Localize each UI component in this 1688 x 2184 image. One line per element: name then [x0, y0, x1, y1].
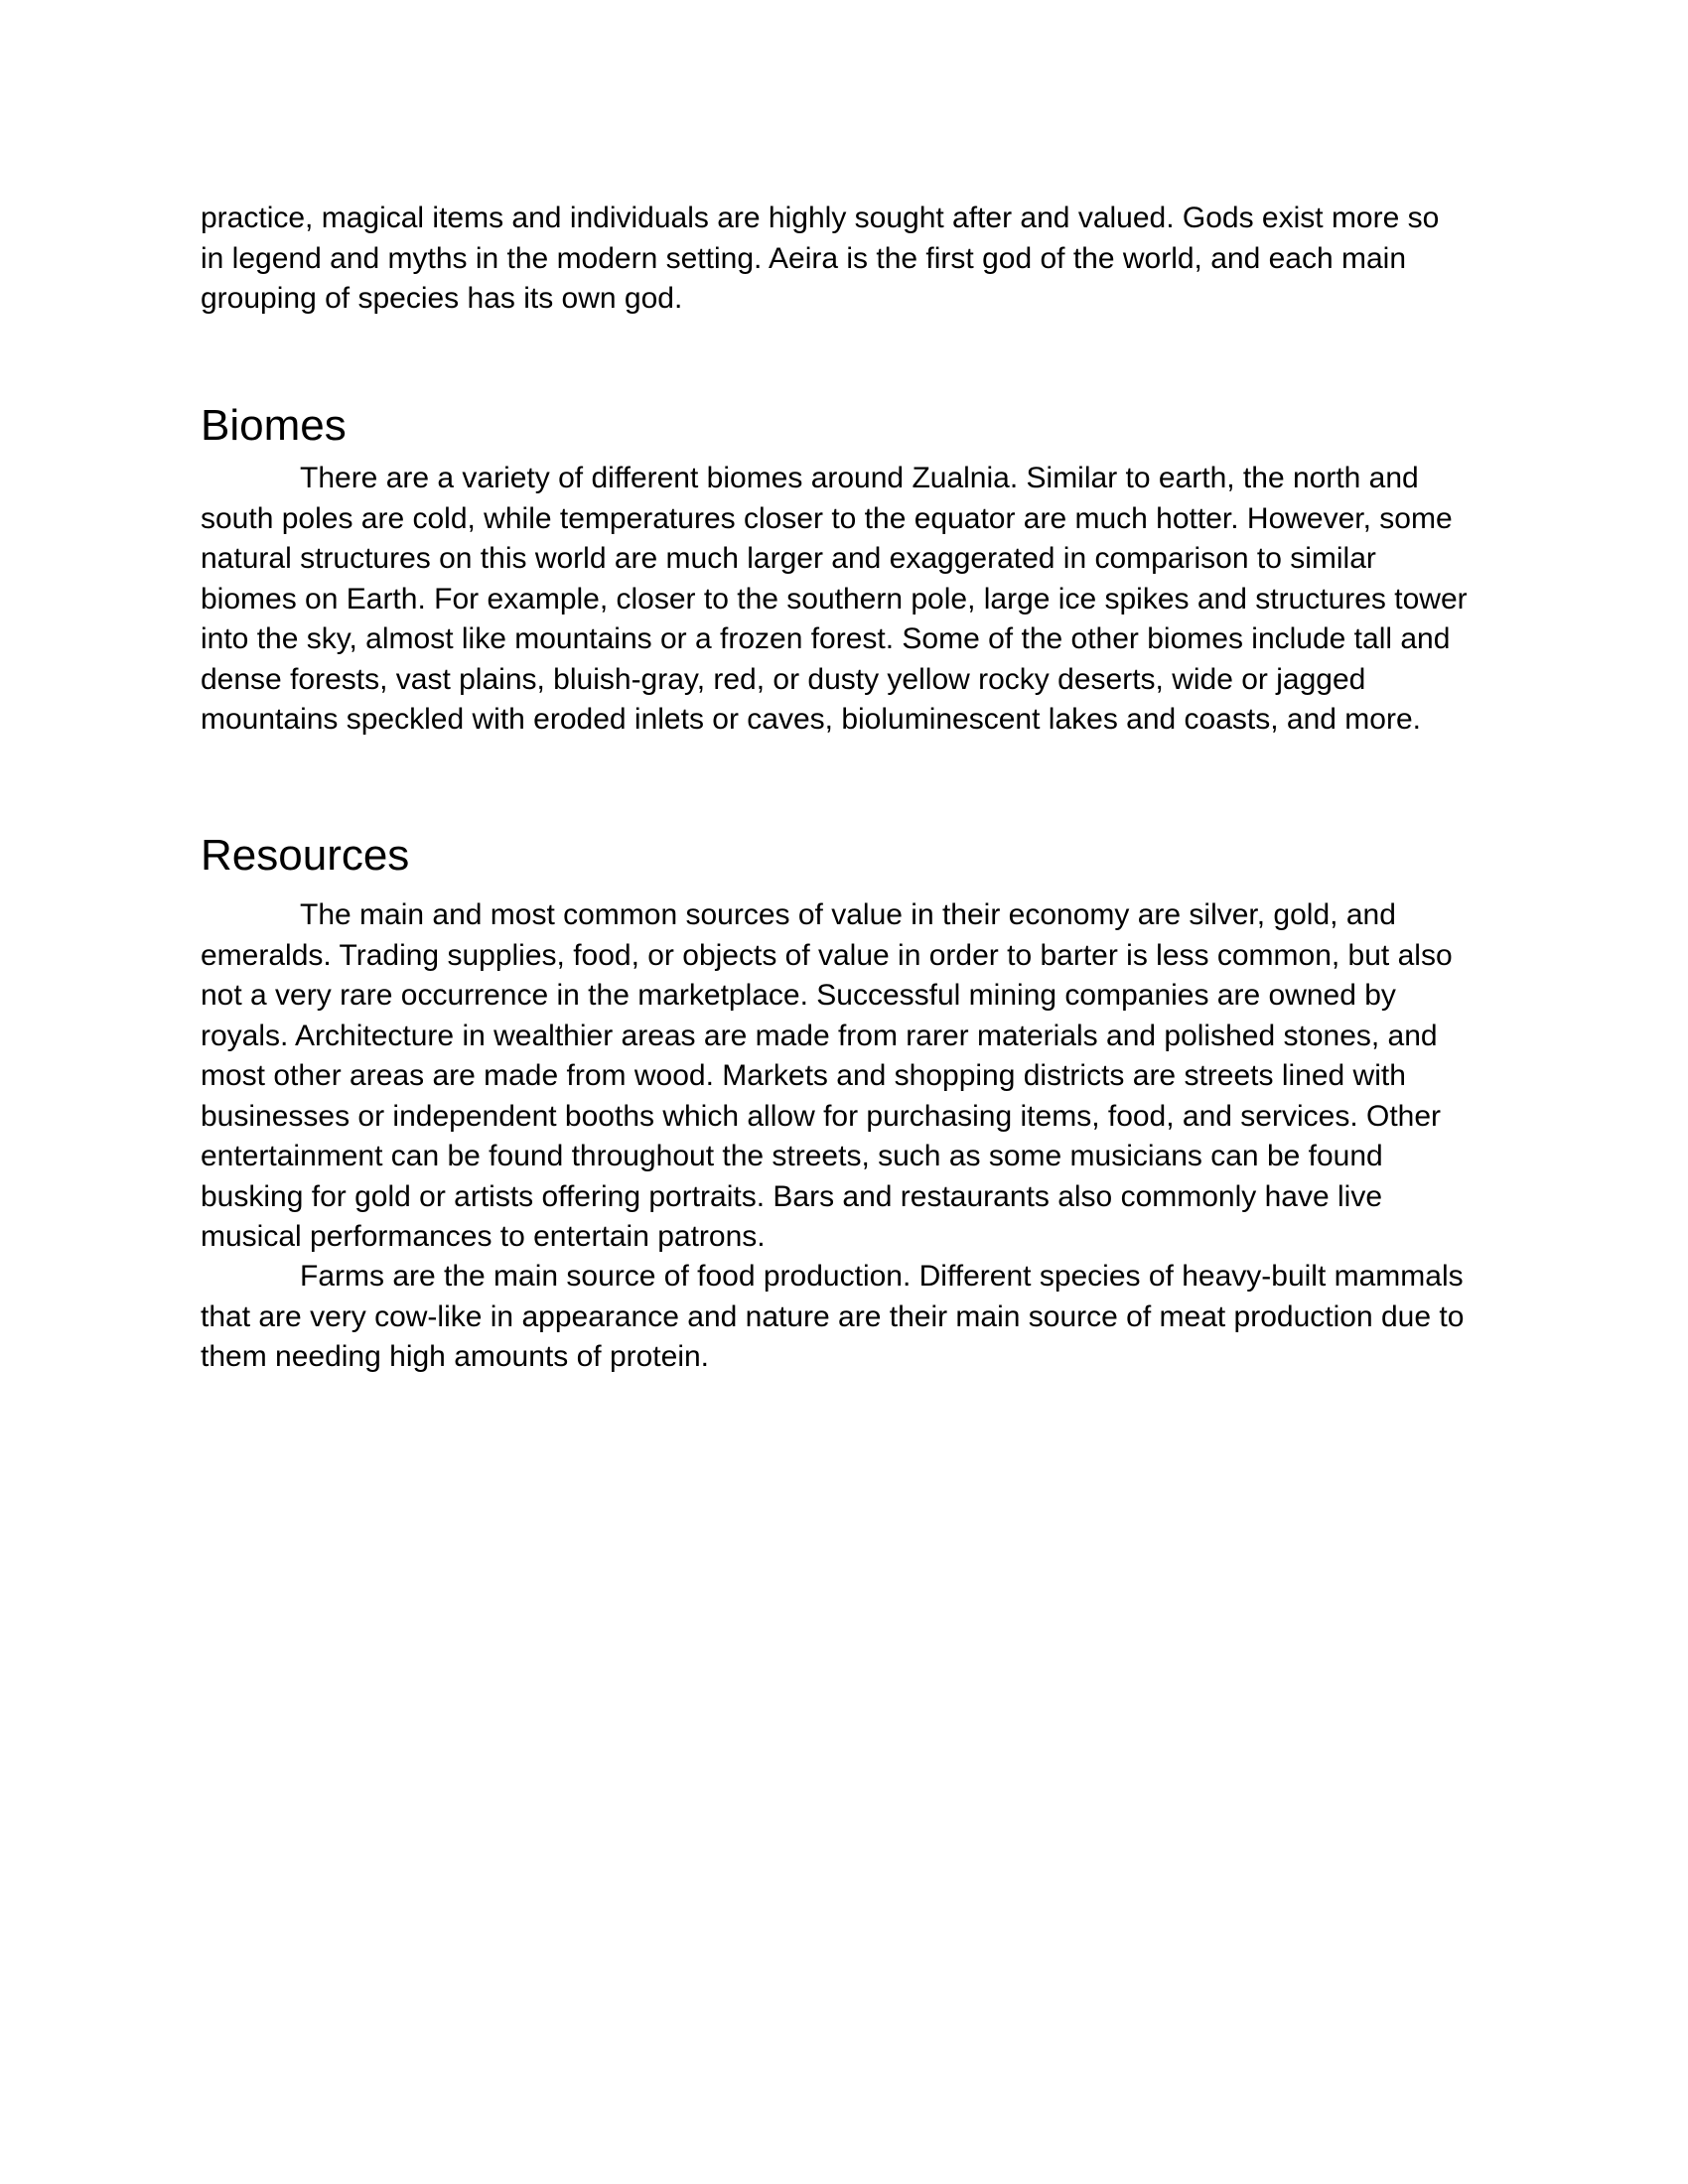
- text-line: mountains speckled with eroded inlets or caves, bioluminescent lakes and coasts, and more.: [201, 703, 1421, 736]
- text-line: them needing high amounts of protein.: [201, 1340, 710, 1373]
- text-line: in legend and myths in the modern setting. Aeira is the first god of the world, and each main: [201, 241, 1407, 275]
- intro-paragraph: [201, 199, 1439, 320]
- resources-paragraph-2: [201, 1257, 1464, 1378]
- heading-biomes: Biomes: [201, 401, 347, 450]
- text-line: businesses or independent booths which allow for purchasing items, food, and services. Other: [201, 1099, 1442, 1133]
- biomes-paragraph: [201, 459, 1468, 741]
- text-line: that are very cow-like in appearance and nature are their main source of meat production due to: [201, 1299, 1465, 1333]
- text-line: dense forests, vast plains, bluish-gray, red, or dusty yellow rocky deserts, wide or jagged: [201, 662, 1366, 696]
- text-line: The main and most common sources of value in their economy are silver, gold, and: [300, 898, 1396, 931]
- text-line: emeralds. Trading supplies, food, or objects of value in order to barter is less common, but also: [201, 938, 1453, 972]
- heading-resources: Resources: [201, 831, 410, 880]
- text-line: south poles are cold, while temperatures closer to the equator are much hotter. However, some: [201, 501, 1453, 535]
- document-content: [201, 0, 1489, 2184]
- text-line: grouping of species has its own god.: [201, 282, 683, 315]
- text-line: royals. Architecture in wealthier areas are made from rarer materials and polished stones, and: [201, 1019, 1438, 1052]
- text-line: Farms are the main source of food production. Different species of heavy-built mammals: [300, 1260, 1464, 1293]
- text-line: musical performances to entertain patrons.: [201, 1220, 766, 1253]
- text-line: practice, magical items and individuals are highly sought after and valued. Gods exist more so: [201, 202, 1440, 234]
- text-line: biomes on Earth. For example, closer to the southern pole, large ice spikes and structures tower: [201, 582, 1468, 615]
- text-line: natural structures on this world are much larger and exaggerated in comparison to similar: [201, 542, 1376, 575]
- text-line: most other areas are made from wood. Markets and shopping districts are streets lined with: [201, 1059, 1406, 1092]
- text-line: not a very rare occurrence in the marketplace. Successful mining companies are owned by: [201, 979, 1396, 1012]
- text-line: into the sky, almost like mountains or a frozen forest. Some of the other biomes include tall and: [201, 622, 1451, 655]
- resources-paragraph-1: [201, 895, 1453, 1258]
- text-line: busking for gold or artists offering portraits. Bars and restaurants also commonly have live: [201, 1179, 1383, 1213]
- text-line: entertainment can be found throughout the streets, such as some musicians can be found: [201, 1140, 1383, 1172]
- text-line: There are a variety of different biomes around Zualnia. Similar to earth, the north and: [300, 462, 1419, 494]
